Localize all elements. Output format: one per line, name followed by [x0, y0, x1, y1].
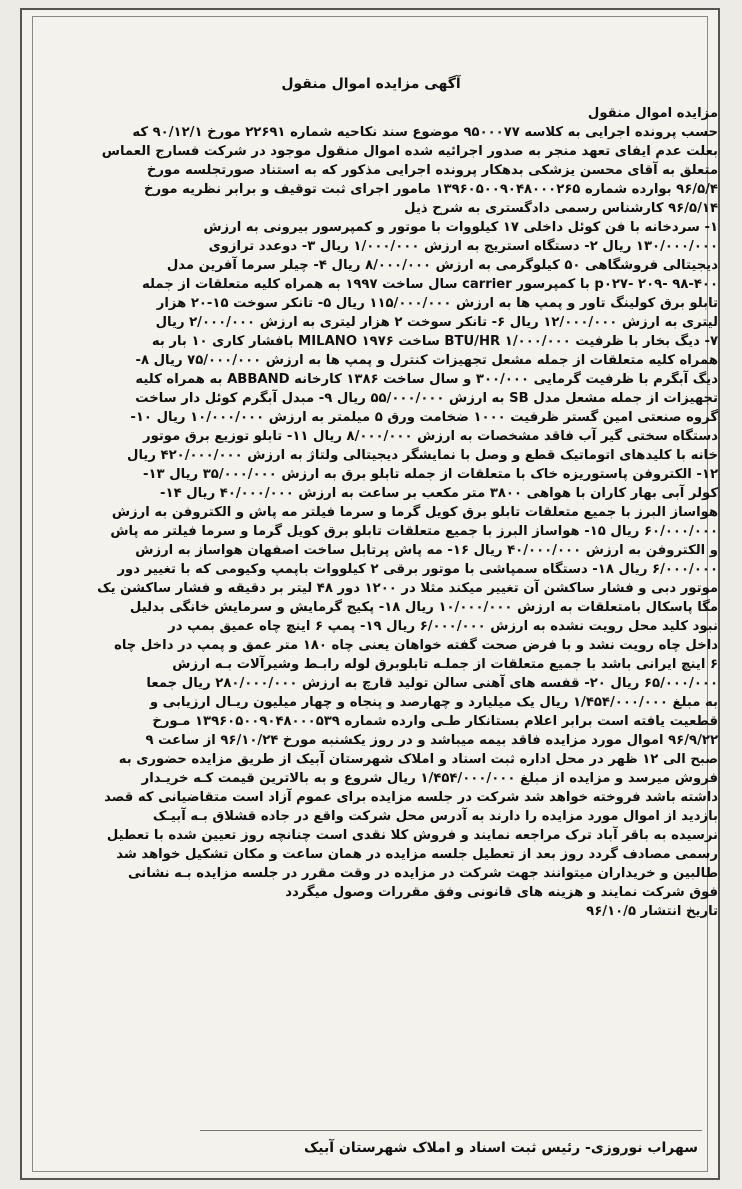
- notice-line: دیگ آبگرم با ظرفیت گرمایی ۳۰۰/۰۰۰ و سال ساخت ۱۳۸۶ کارخانه ABBAND به همراه کلیه: [135, 372, 718, 387]
- notice-line: دیجیتالی فروشگاهی ۵۰ کیلوگرمی به ارزش ۸/۰۰۰/۰۰۰ ریال ۴- چیلر سرما آفرین مدل: [166, 258, 718, 273]
- notice-line: ۱۲- الکتروفن پاستوریزه خاک با متعلقات از جمله تابلو برق به ارزش ۳۵/۰۰۰/۰۰۰ ریال ۱۳-: [143, 467, 718, 482]
- notice-line: طالبین و خریداران میتوانند جهت شرکت در مزایده در وقت مقرر در جلسه مزایده بـه نشانی: [127, 866, 718, 881]
- notice-line: ۱- سردخانه با فن کوئل داخلی ۱۷ کیلووات با موتور و کمپرسور بیرونی به ارزش: [203, 220, 718, 235]
- notice-line: و الکتروفن به ارزش ۴۰/۰۰۰/۰۰۰ ریال ۱۶- مه پاش پرتابل ساخت اصفهان هواساز به ارزش: [135, 543, 718, 558]
- notice-signature: سهراب نوروزی- رئیس ثبت اسناد و املاک شهرستان آبیک: [303, 1140, 698, 1156]
- notice-title: آگهی مزایده اموال منقول: [281, 76, 461, 92]
- notice-line: بعلت عدم ایفای تعهد منجر به صدور اجرائیه شده اموال منقول موجود در شرکت فسارج العماس: [101, 144, 718, 159]
- notice-line: ۹۸-۴۰۰ -۲۰۹ -p۰۲۷ با کمپرسور carrier سال ساخت ۱۹۹۷ به همراه کلیه متعلقات از جمله: [141, 277, 718, 292]
- notice-line: نبود کلید محل رویت نشده به ارزش ۶/۰۰۰/۰۰۰ ریال ۱۹- پمپ ۶ اینچ چاه عمیق بمپ در: [168, 619, 718, 634]
- notice-line: دستگاه سختی گیر آب فاقد مشخصات به ارزش ۸/۰۰۰/۰۰۰ ریال ۱۱- تابلو توزیع برق موتور: [143, 429, 718, 444]
- notice-line: تابلو برق کولینگ تاور و پمپ ها به ارزش ۱۱۵/۰۰۰/۰۰۰ ریال ۵- تانکر سوخت ۱۵-۲۰ هزار: [156, 296, 718, 311]
- notice-line: موتور دبی و فشار ساکشن آن تغییر میکند مثلا در ۱۲۰۰ دور ۴۸ لیتر بر دقیقه و فشار ساکشن یک: [97, 581, 718, 596]
- notice-line: همراه کلیه متعلقات از جمله مشعل تجهیزات کنترل و پمپ ها به ارزش ۷۵/۰۰۰/۰۰۰ ریال ۸-: [135, 353, 718, 368]
- notice-line: تاریخ انتشار ۹۶/۱۰/۵: [586, 904, 718, 919]
- notice-line: قطعیت یافته است برابر اعلام بستانکار طـی وارده شماره ۱۳۹۶۰۵۰۰۹۰۴۸۰۰۰۵۳۹ مـورخ: [152, 714, 718, 729]
- notice-line: صبح الی ۱۲ ظهر در محل اداره ثبت اسناد و املاک شهرستان آبیک از طریق مزایده حضوری به: [118, 752, 718, 767]
- notice-line: ۹۶/۵/۱۴ کارشناس رسمی دادگستری به شرح ذیل: [404, 201, 718, 216]
- notice-line: داشته باشد فروخته خواهد شد شرکت در جلسه مزایده برای عموم آزاد است متقاضیانی که قصد: [104, 790, 718, 805]
- signature-divider: [200, 1130, 702, 1131]
- notice-line: مگا پاسکال بامتعلقات به ارزش ۱۰/۰۰۰/۰۰۰ ریال ۱۸- پکیج گرمایش و سرمایش خانگی بدلیل: [129, 600, 718, 615]
- notice-line: حسب پرونده اجرایی به کلاسه ۹۵۰۰۰۷۷ موضوع سند نکاحیه شماره ۲۲۶۹۱ مورخ ۹۰/۱۲/۱ که: [132, 125, 718, 140]
- notice-line: لیتری به ارزش ۱۲/۰۰۰/۰۰۰ ریال ۶- تانکر سوخت ۲ هزار لیتری به ارزش ۲/۰۰۰/۰۰۰ ریال: [155, 315, 718, 330]
- notice-line: هواساز البرز با جمیع متعلقات تابلو برق کویل گرما و سرما فیلتر مه پاش و الکتروفن به ارزش: [111, 505, 718, 520]
- notice-line: رسمی مصادف گردد روز بعد از تعطیل جلسه مزایده در همان ساعت و مکان تشکیل خواهد شد: [116, 847, 718, 862]
- notice-line: فروش میرسد و مزایده از مبلغ ۱/۴۵۴/۰۰۰/۰۰۰ ریال شروع و به بالاترین قیمت کـه خریـدار: [141, 771, 718, 786]
- notice-line: نرسیده به باقر آباد ترک مراجعه نمایند و فروش کلا نقدی است چنانچه روز تعیین شده با تعطیل: [106, 828, 718, 843]
- notice-line: ۶۰/۰۰۰/۰۰۰ ریال ۱۵- هواساز البرز با جمیع متعلقات تابلو برق کویل گرما و سرما فیلتر مه پاش: [110, 524, 718, 539]
- notice-line: ۹۶/۵/۴ بوارده شماره ۱۳۹۶۰۵۰۰۹۰۴۸۰۰۰۲۶۵ مامور اجرای ثبت توقیف و برابر نظریه مورخ: [144, 182, 718, 197]
- notice-line: داخل چاه رویت نشد و با فرض صحت گفته خواهان یعنی چاه ۱۸۰ متر عمق و پمپ در داخل چاه: [114, 638, 718, 653]
- notice-line: فوق شرکت نمایند و هزینه های قانونی وفق مقررات وصول میگردد: [285, 885, 718, 900]
- notice-line: تجهیزات از جمله مشعل مدل SB به ارزش ۵۵/۰۰۰/۰۰۰ ریال ۹- مبدل آبگرم کوئل دار ساخت: [135, 391, 718, 406]
- notice-line: خانه با کلیدهای اتوماتیک قطع و وصل با نمایشگر دیجیتالی ولتاژ به ارزش ۴۲۰/۰۰۰/۰۰۰ ریال: [127, 448, 718, 463]
- notice-body: [24, 104, 718, 921]
- notice-line: مزایده اموال منقول: [587, 106, 718, 121]
- notice-line: بازدید از اموال مورد مزایده را دارند به آدرس محل شرکت واقع در جاده قشلاق بـه آبیـک: [152, 809, 718, 824]
- notice-line: ۶/۰۰۰/۰۰۰ ریال ۱۸- دستگاه سمپاشی با موتور برقی ۲ کیلووات باپمپ وکیومی که با تغییر دور: [117, 562, 718, 577]
- notice-line: ۶۵/۰۰۰/۰۰۰ ریال ۲۰- قفسه های آهنی سالن تولید قارچ به ارزش ۲۸۰/۰۰۰/۰۰۰ ریال جمعا: [146, 676, 718, 691]
- notice-line: ۱۳۰/۰۰۰/۰۰۰ ریال ۲- دستگاه استریج به ارزش ۱/۰۰۰/۰۰۰ ریال ۳- دوعدد ترازوی: [208, 239, 718, 254]
- notice-line: ۷- دیگ بخار با ظرفیت BTU/HR ۱/۰۰۰/۰۰۰ ساخت MILANO ۱۹۷۶ بافشار کاری ۱۰ بار به: [151, 334, 718, 349]
- notice-line: گروه صنعتی امین گستر ظرفیت ۱۰۰۰ ضخامت ورق ۵ میلمتر به ارزش ۱۰/۰۰۰/۰۰۰ ریال ۱۰-: [130, 410, 718, 425]
- notice-line: ۶ اینچ ایرانی باشد با جمیع متعلقات از جملـه تابلوبرق لوله رابـط وشیرآلات بـه ارزش: [172, 657, 718, 672]
- notice-line: متعلق به آقای محسن یزشکی بدهکار پرونده اجرایی مذکور که به استناد صورتجلسه مورخ: [146, 163, 718, 178]
- notice-line: به مبلغ ۱/۴۵۴/۰۰۰/۰۰۰ ریال یک میلیارد و چهارصد و پنجاه و چهار میلیون ریـال ارزیابی و: [149, 695, 718, 710]
- notice-line: کولر آبی بهار کاران با هواهی ۳۸۰۰ متر مکعب بر ساعت به ارزش ۴۰/۰۰۰/۰۰۰ ریال ۱۴-: [160, 486, 718, 501]
- notice-line: ۹۶/۹/۲۲ اموال مورد مزایده فاقد بیمه میباشد و در روز یکشنبه مورخ ۹۶/۱۰/۲۴ از ساعت ۹: [145, 733, 718, 748]
